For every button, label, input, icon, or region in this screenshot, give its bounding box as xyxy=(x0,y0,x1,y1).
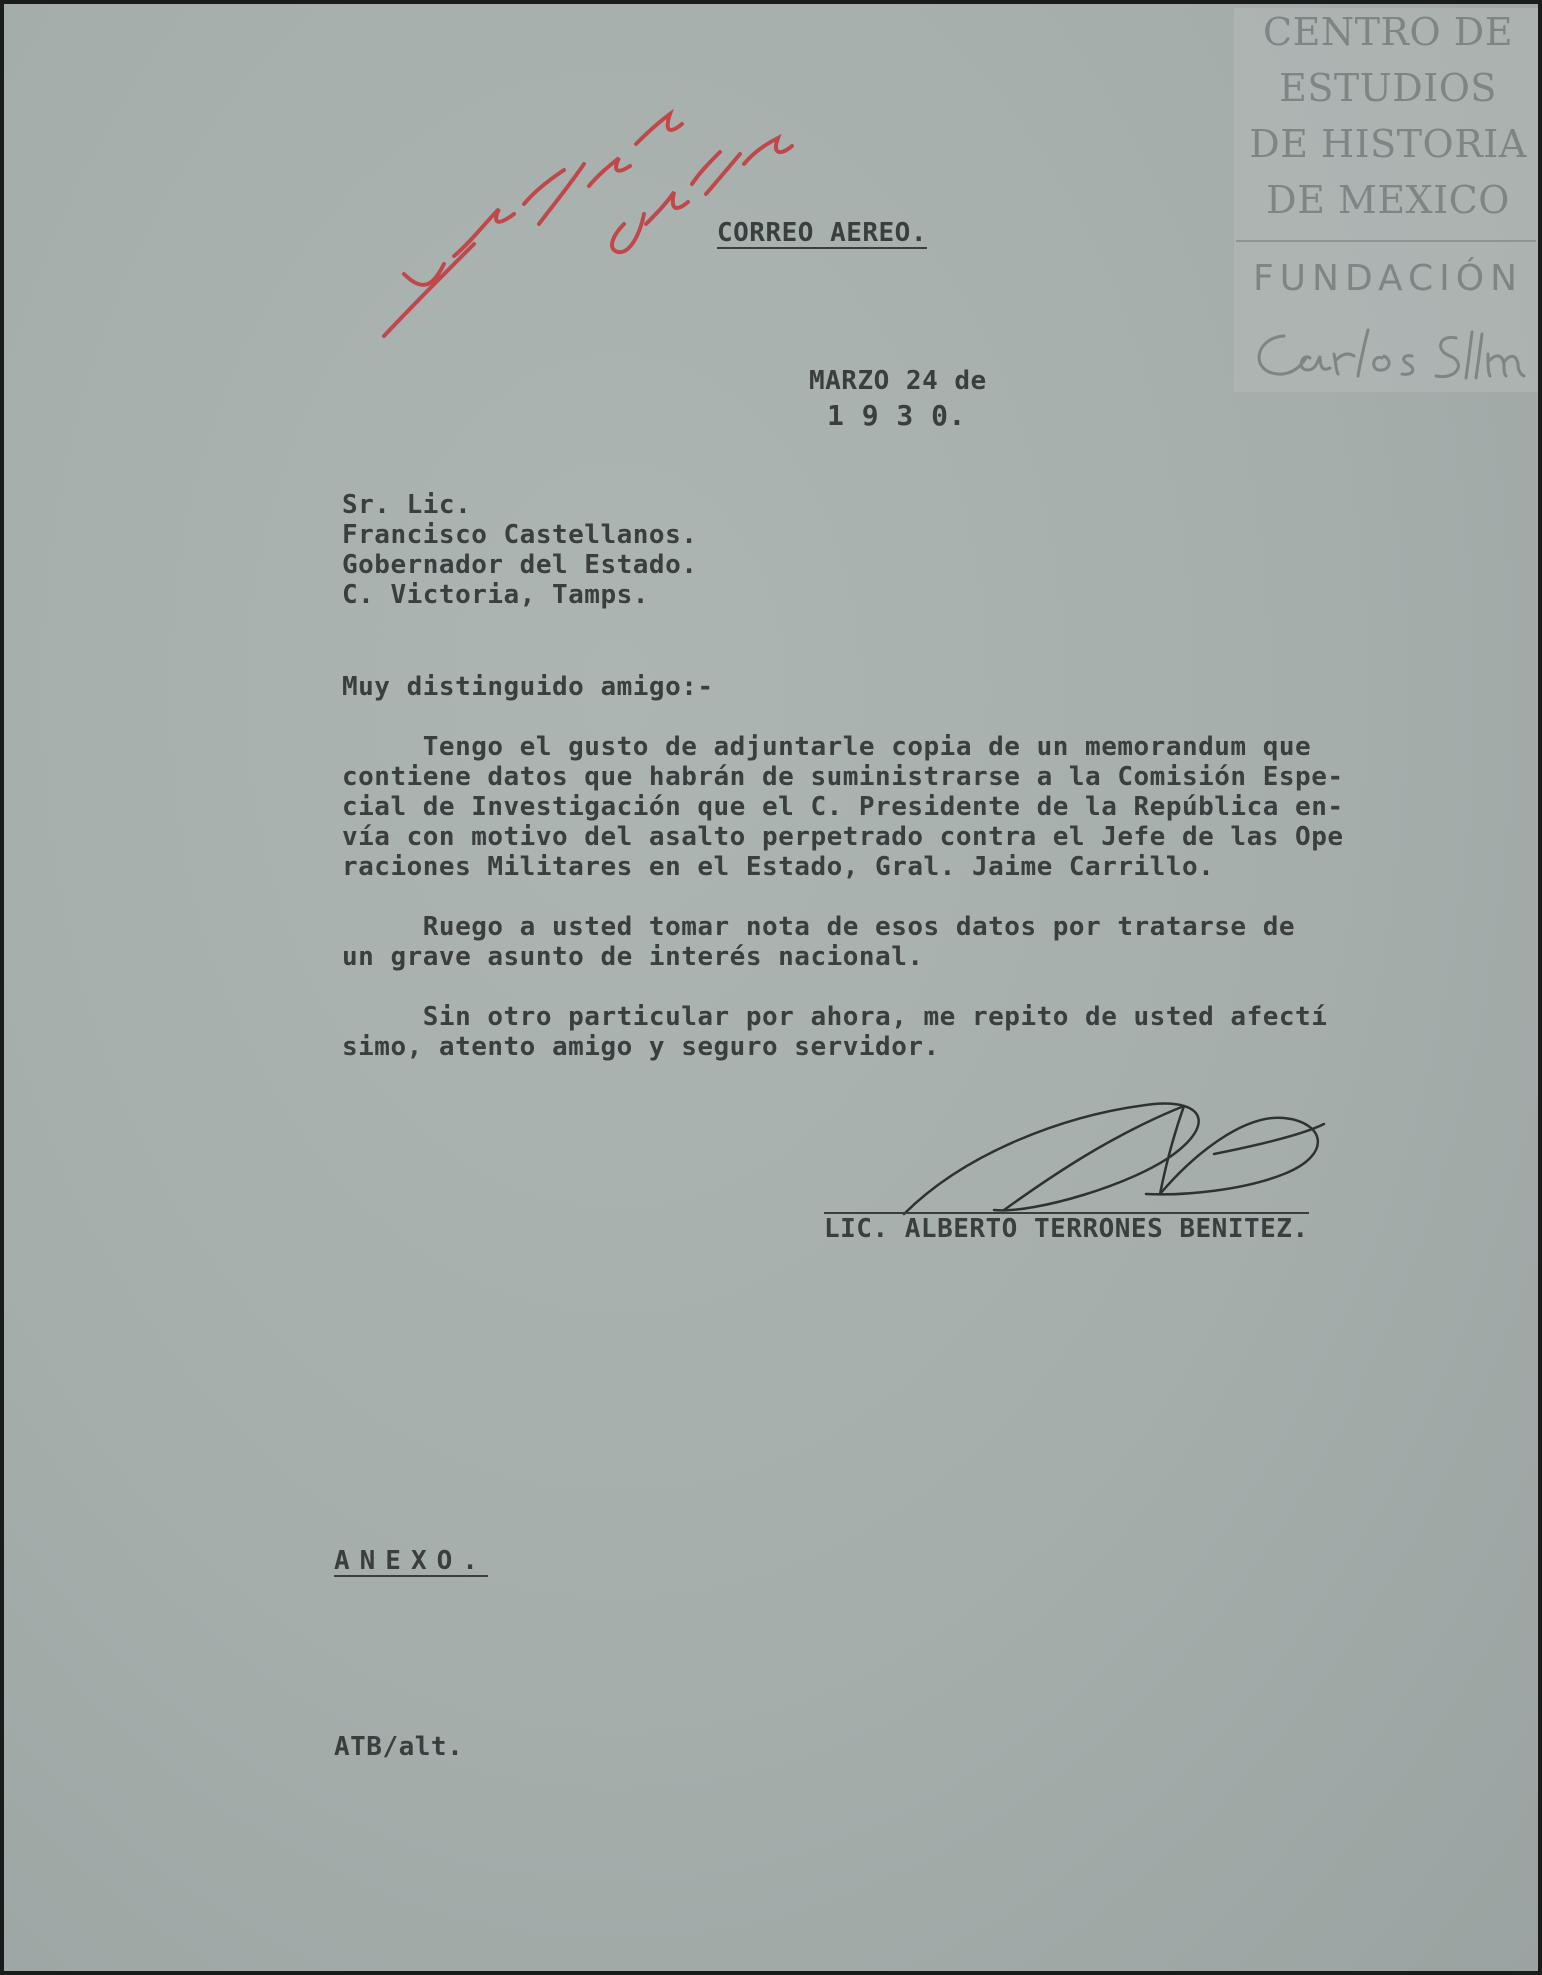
recipient-line-3: Gobernador del Estado. xyxy=(342,550,698,580)
signatory-name: LIC. ALBERTO TERRONES BENITEZ. xyxy=(824,1214,1309,1244)
stamp-line-4: DE MEXICO xyxy=(1266,178,1510,222)
margin-note-icon xyxy=(374,74,834,344)
foundation-signature-icon xyxy=(1244,324,1534,394)
letter-date-line-2: 1 9 3 0. xyxy=(827,399,966,432)
paragraph-2-line-2: un grave asunto de interés nacional. xyxy=(342,942,924,972)
stamp-line-2: ESTUDIOS xyxy=(1279,66,1497,110)
paragraph-1-line-4: vía con motivo del asalto perpetrado contra el Jefe de las Ope xyxy=(342,822,1344,852)
paragraph-2-line-1: Ruego a usted tomar nota de esos datos por tratarse de xyxy=(342,912,1296,942)
salutation: Muy distinguido amigo:- xyxy=(342,672,714,702)
recipient-line-4: C. Victoria, Tamps. xyxy=(342,580,649,610)
paragraph-1-line-5: raciones Militares en el Estado, Gral. Jaime Carrillo. xyxy=(342,852,1215,882)
stamp-line-1: CENTRO DE xyxy=(1263,10,1513,54)
recipient-line-1: Sr. Lic. xyxy=(342,490,472,520)
stamp-divider xyxy=(1236,240,1536,242)
enclosure-label: ANEXO. xyxy=(334,1546,488,1576)
document-page xyxy=(4,4,1538,1971)
paragraph-1-line-2: contiene datos que habrán de suministrarse a la Comisión Espe- xyxy=(342,762,1344,792)
stamp-line-3: DE HISTORIA xyxy=(1249,122,1527,166)
recipient-line-2: Francisco Castellanos. xyxy=(342,520,698,550)
paragraph-1-line-3: cial de Investigación que el C. Presidente de la República en- xyxy=(342,792,1344,822)
letter-date-line-1: MARZO 24 de xyxy=(809,366,987,396)
signature-icon xyxy=(884,1084,1364,1224)
stamp-foundation: FUNDACIÓN xyxy=(1252,258,1524,299)
paragraph-1-line-1: Tengo el gusto de adjuntarle copia de un memorandum que xyxy=(342,732,1312,762)
reference-initials: ATB/alt. xyxy=(334,1732,464,1762)
letter-header: CORREO AEREO. xyxy=(717,218,927,248)
paragraph-3-line-1: Sin otro particular por ahora, me repito de usted afectí xyxy=(342,1002,1328,1032)
paragraph-3-line-2: simo, atento amigo y seguro servidor. xyxy=(342,1032,940,1062)
